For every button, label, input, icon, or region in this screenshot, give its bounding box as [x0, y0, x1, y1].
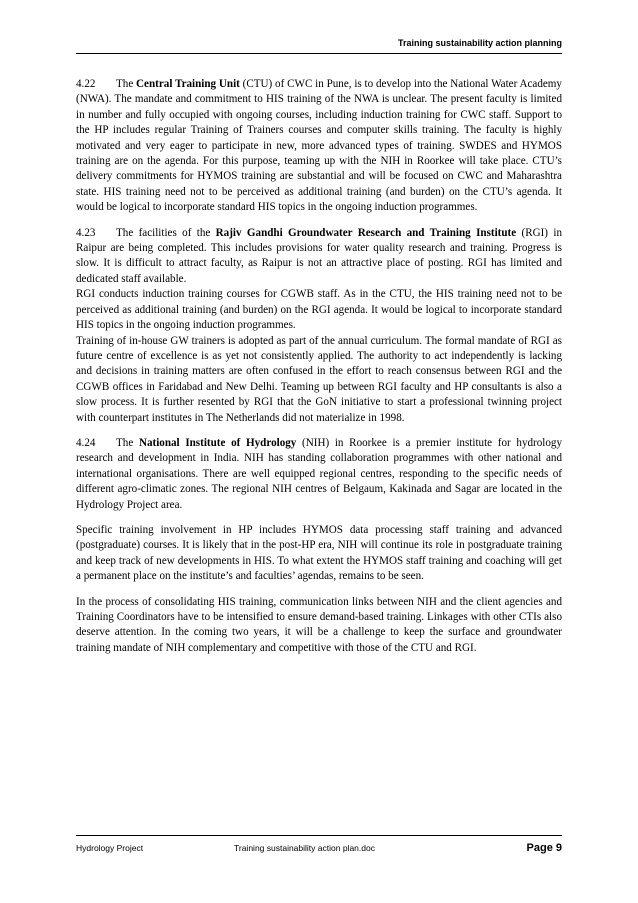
page-number: Page 9: [526, 842, 562, 854]
institution-name: National Institute of Hydrology: [138, 436, 297, 449]
institution-name: Central Training Unit: [136, 78, 240, 90]
paragraph-4-23-rgi-trainers: Training of in-house GW trainers is adopted as part of the annual curriculum. The formal mandate of RGI as future centre of excellence is as yet not consistently applied. The authority to act independently is lacking and decisions in training matters are often confused in the effort to reach consensus between RGI and the CGWB offices in Faridabad and New Delhi. Teaming up between RGI faculty and HP consultants is also a slow process. It is further resented by RGI that the GoN initiative to start a professional twinning project with counterpart institutes in The Netherlands did not materialize in 1998.: [76, 334, 562, 424]
paragraph-4-24-consolidation: In the process of consolidating HIS training, communication links between NIH and the client agencies and Training Coordinators have to be intensified to ensure demand-based training. Linkages with other CTIs also deserve attention. In the coming two years, it will be a challenge to keep the surface and groundwater training mandate of NIH complementary and competitive with those of the CTU and RGI.: [76, 595, 562, 654]
section-number: 4.22: [76, 78, 96, 90]
section-number: 4.24: [76, 436, 96, 449]
page-footer: [76, 843, 562, 857]
footer-project: Hydrology Project: [76, 843, 144, 853]
footer-filename: Training sustainability action plan.doc: [234, 843, 375, 853]
institution-name: Rajiv Gandhi Groundwater Research and Training Institute: [215, 226, 517, 239]
footer-divider: [76, 835, 562, 836]
section-number: 4.23: [76, 226, 96, 239]
header-divider: [76, 53, 562, 54]
running-header: Training sustainability action planning: [397, 38, 562, 48]
paragraph-4-24: [76, 436, 562, 513]
document-body: [76, 77, 562, 666]
paragraph-4-24-training-involvement: Specific training involvement in HP includes HYMOS data processing staff training and advanced (postgraduate) courses. It is likely that in the post-HP era, NIH will continue its role in postgraduate training and keep track of new developments in HIS. To what extent the HYMOS staff training and coaching will get a permanent place on the institute’s and faculties’ agendas, remains to be seen.: [76, 523, 562, 583]
paragraph-text: (NIH) in Roorkee is a premier institute for hydrology research and development in India. NIH has standing collaboration programmes with other national and international organisations. There are well equipped regional centres, responding to the specific needs of different agro-climatic zones. The regional NIH centres of Belgaum, Kakinada and Sagar are located in the Hydrology Project area.: [76, 436, 562, 511]
paragraph-text: (CTU) of CWC in Pune, is to develop into the National Water Academy (NWA). The mandate and commitment to HIS training of the NWA is unclear. The present faculty is limited in number and fully occupied with ongoing courses, including induction training for CWC staff. Support to the HP includes regular Training of Trainers courses and computer skills training. The faculty is highly motivated and very eager to participate in new, more advanced types of training. SWDES and HYMOS training are on the agenda. For this purpose, teaming up with the NIH in Roorkee will take place. CTU’s delivery commitments for HYMOS training are substantial and will be focused on CWC and Maharashtra state. HIS training need not to be perceived as additional training (and burden) on the CTU’s agenda. It would be logical to incorporate standard HIS topics in the ongoing induction programmes.: [76, 78, 562, 214]
paragraph-text: The: [116, 78, 137, 90]
paragraph-text: (RGI) in Raipur are being completed. This includes provisions for water quality research and training. Progress is slow. It is difficult to attract faculty, as Raipur is not an attractive place of posting. RGI has limited and dedicated staff available.: [76, 226, 562, 285]
paragraph-4-22: [76, 77, 562, 216]
paragraph-text: The: [116, 436, 139, 449]
paragraph-text: The facilities of the: [116, 226, 216, 239]
paragraph-4-23-rgi-induction: RGI conducts induction training courses for CGWB staff. As in the CTU, the HIS training need not to be perceived as additional training (and burden) on the RGI agenda. It would be logical to incorporate standard HIS topics in the ongoing induction programmes.: [76, 288, 562, 332]
paragraph-4-23: [76, 226, 562, 288]
